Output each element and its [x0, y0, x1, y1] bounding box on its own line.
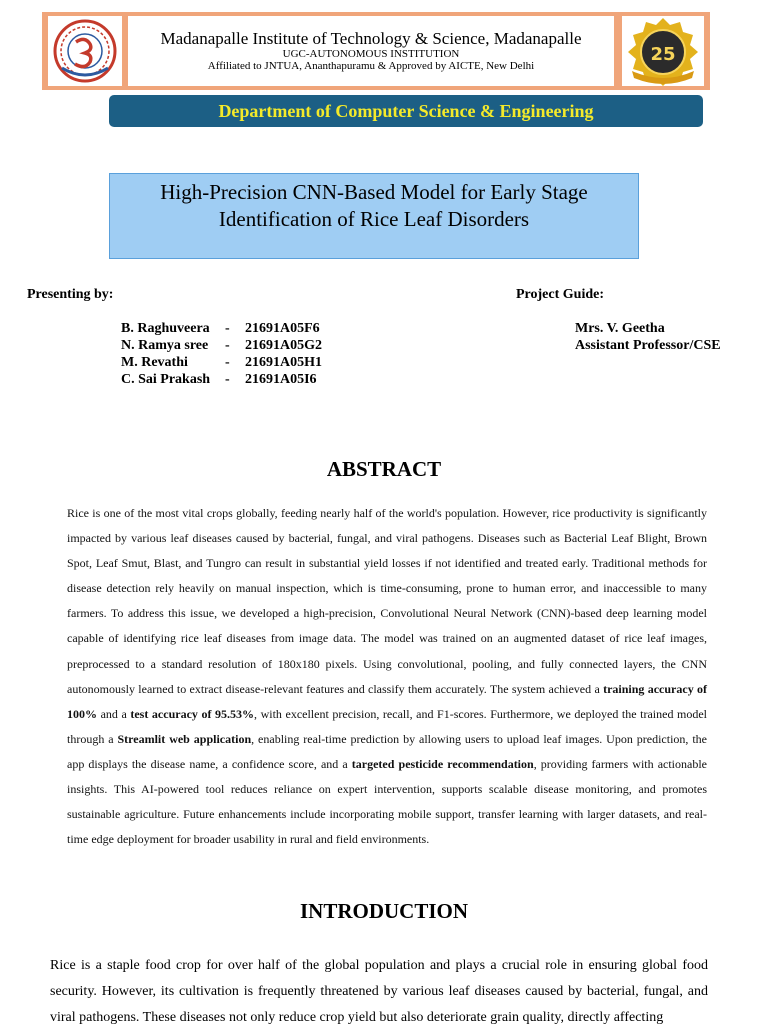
member-roll: 21691A05F6 [245, 321, 320, 336]
project-title-line-2: Identification of Rice Leaf Disorders [218, 207, 530, 231]
abstract-text-segment: , enabling real-time prediction by allowing users to upload leaf images. Upon prediction, the app displays the disease name, a confidence score, and a [67, 731, 707, 771]
college-emblem-icon [48, 16, 122, 86]
member-roll: 21691A05G2 [245, 338, 322, 353]
abstract-heading: ABSTRACT [326, 457, 442, 481]
guide-name: Mrs. V. Geetha [575, 321, 665, 336]
presenting-label: Presenting by: [27, 287, 114, 302]
member-name: B. Raghuveera [121, 321, 210, 336]
member-name: N. Ramya sree [121, 338, 209, 353]
abstract-text-segment: Rice is one of the most vital crops globally, feeding nearly half of the world's population. However, rice productivity is significantly impacted by various leaf diseases caused by bacterial, fungal, and viral pathogens. Diseases such as Bacterial Leaf Blight, Brown Spot, Leaf Smut, Blast, and Tungro can result in substantial yield losses if not identified and treated early. Traditional methods for disease detection rely heavily on manual inspection, which is time-consuming, prone to human error, and inaccessible to many farmers. To address this issue, we developed a high-precision, Convolutional Neural Network (CNN)-based deep learning model capable of identifying rice leaf diseases from image data. The model was trained on an augmented dataset of rice leaf images, preprocessed to a standard resolution of 180x180 pixels. Using convolutional, pooling, and fully connected layers, the CNN autonomously learned to extract disease-relevant features and classify them accurately. The system achieved a [67, 506, 707, 696]
training-accuracy-highlight: training accuracy of 100% [67, 681, 708, 721]
member-name: C. Sai Prakash [121, 372, 211, 387]
introduction-heading: INTRODUCTION [299, 899, 469, 923]
pesticide-recommendation-highlight: targeted pesticide recommendation [351, 756, 534, 771]
streamlit-app-highlight: Streamlit web application [117, 731, 252, 746]
abstract-text-segment: and a [97, 706, 131, 721]
member-roll: 21691A05I6 [245, 372, 317, 387]
project-title-box [109, 173, 639, 259]
member-separator: - [225, 338, 230, 353]
team-member [121, 372, 317, 388]
affiliation-text: Affiliated to JNTUA, Ananthapuramu & Approved by AICTE, New Delhi [207, 60, 535, 72]
member-separator: - [225, 355, 230, 370]
project-title-line-1: High-Precision CNN-Based Model for Early Stage [160, 180, 588, 204]
department-banner: Department of Computer Science & Engineering [109, 95, 703, 127]
team-member [121, 321, 320, 337]
abstract-text-segment: , providing farmers with actionable insights. This AI-powered tool reduces reliance on expert intervention, supports scalable disease monitoring, and promotes sustainable agriculture. Future enhancements include incorporating mobile support, transfer learning with larger datasets, and real-time edge deployment for broader usability in rural and field environments. [67, 756, 708, 847]
institution-header [42, 12, 710, 90]
celebrating-25-years-badge-icon [622, 16, 704, 86]
test-accuracy-highlight: test accuracy of 95.53% [130, 706, 255, 721]
team-member [121, 355, 322, 371]
introduction-paragraph: Rice is a staple food crop for over half of the global population and plays a crucial role in ensuring global food security. However, its cultivation is frequently threatened by various leaf diseases caused by bacterial, fungal, and viral pathogens. These diseases not only reduce crop yield but also deteriorate grain quality, directly affecting [50, 958, 708, 1025]
abstract-text-segment: , with excellent precision, recall, and F1-scores. Furthermore, we deployed the trained model through a [67, 706, 708, 746]
member-separator: - [225, 321, 230, 336]
member-name: M. Revathi [121, 355, 188, 370]
team-member [121, 338, 322, 354]
institution-name: Madanapalle Institute of Technology & Science, Madanapalle [160, 29, 582, 48]
guide-designation: Assistant Professor/CSE [575, 338, 721, 353]
guide-label: Project Guide: [516, 287, 604, 302]
institution-title-block [128, 16, 614, 86]
abstract-paragraph [67, 501, 707, 852]
member-roll: 21691A05H1 [245, 355, 322, 370]
autonomous-status: UGC-AUTONOMOUS INSTITUTION [282, 48, 460, 60]
member-separator: - [225, 372, 230, 387]
svg-text:25: 25 [650, 44, 676, 65]
